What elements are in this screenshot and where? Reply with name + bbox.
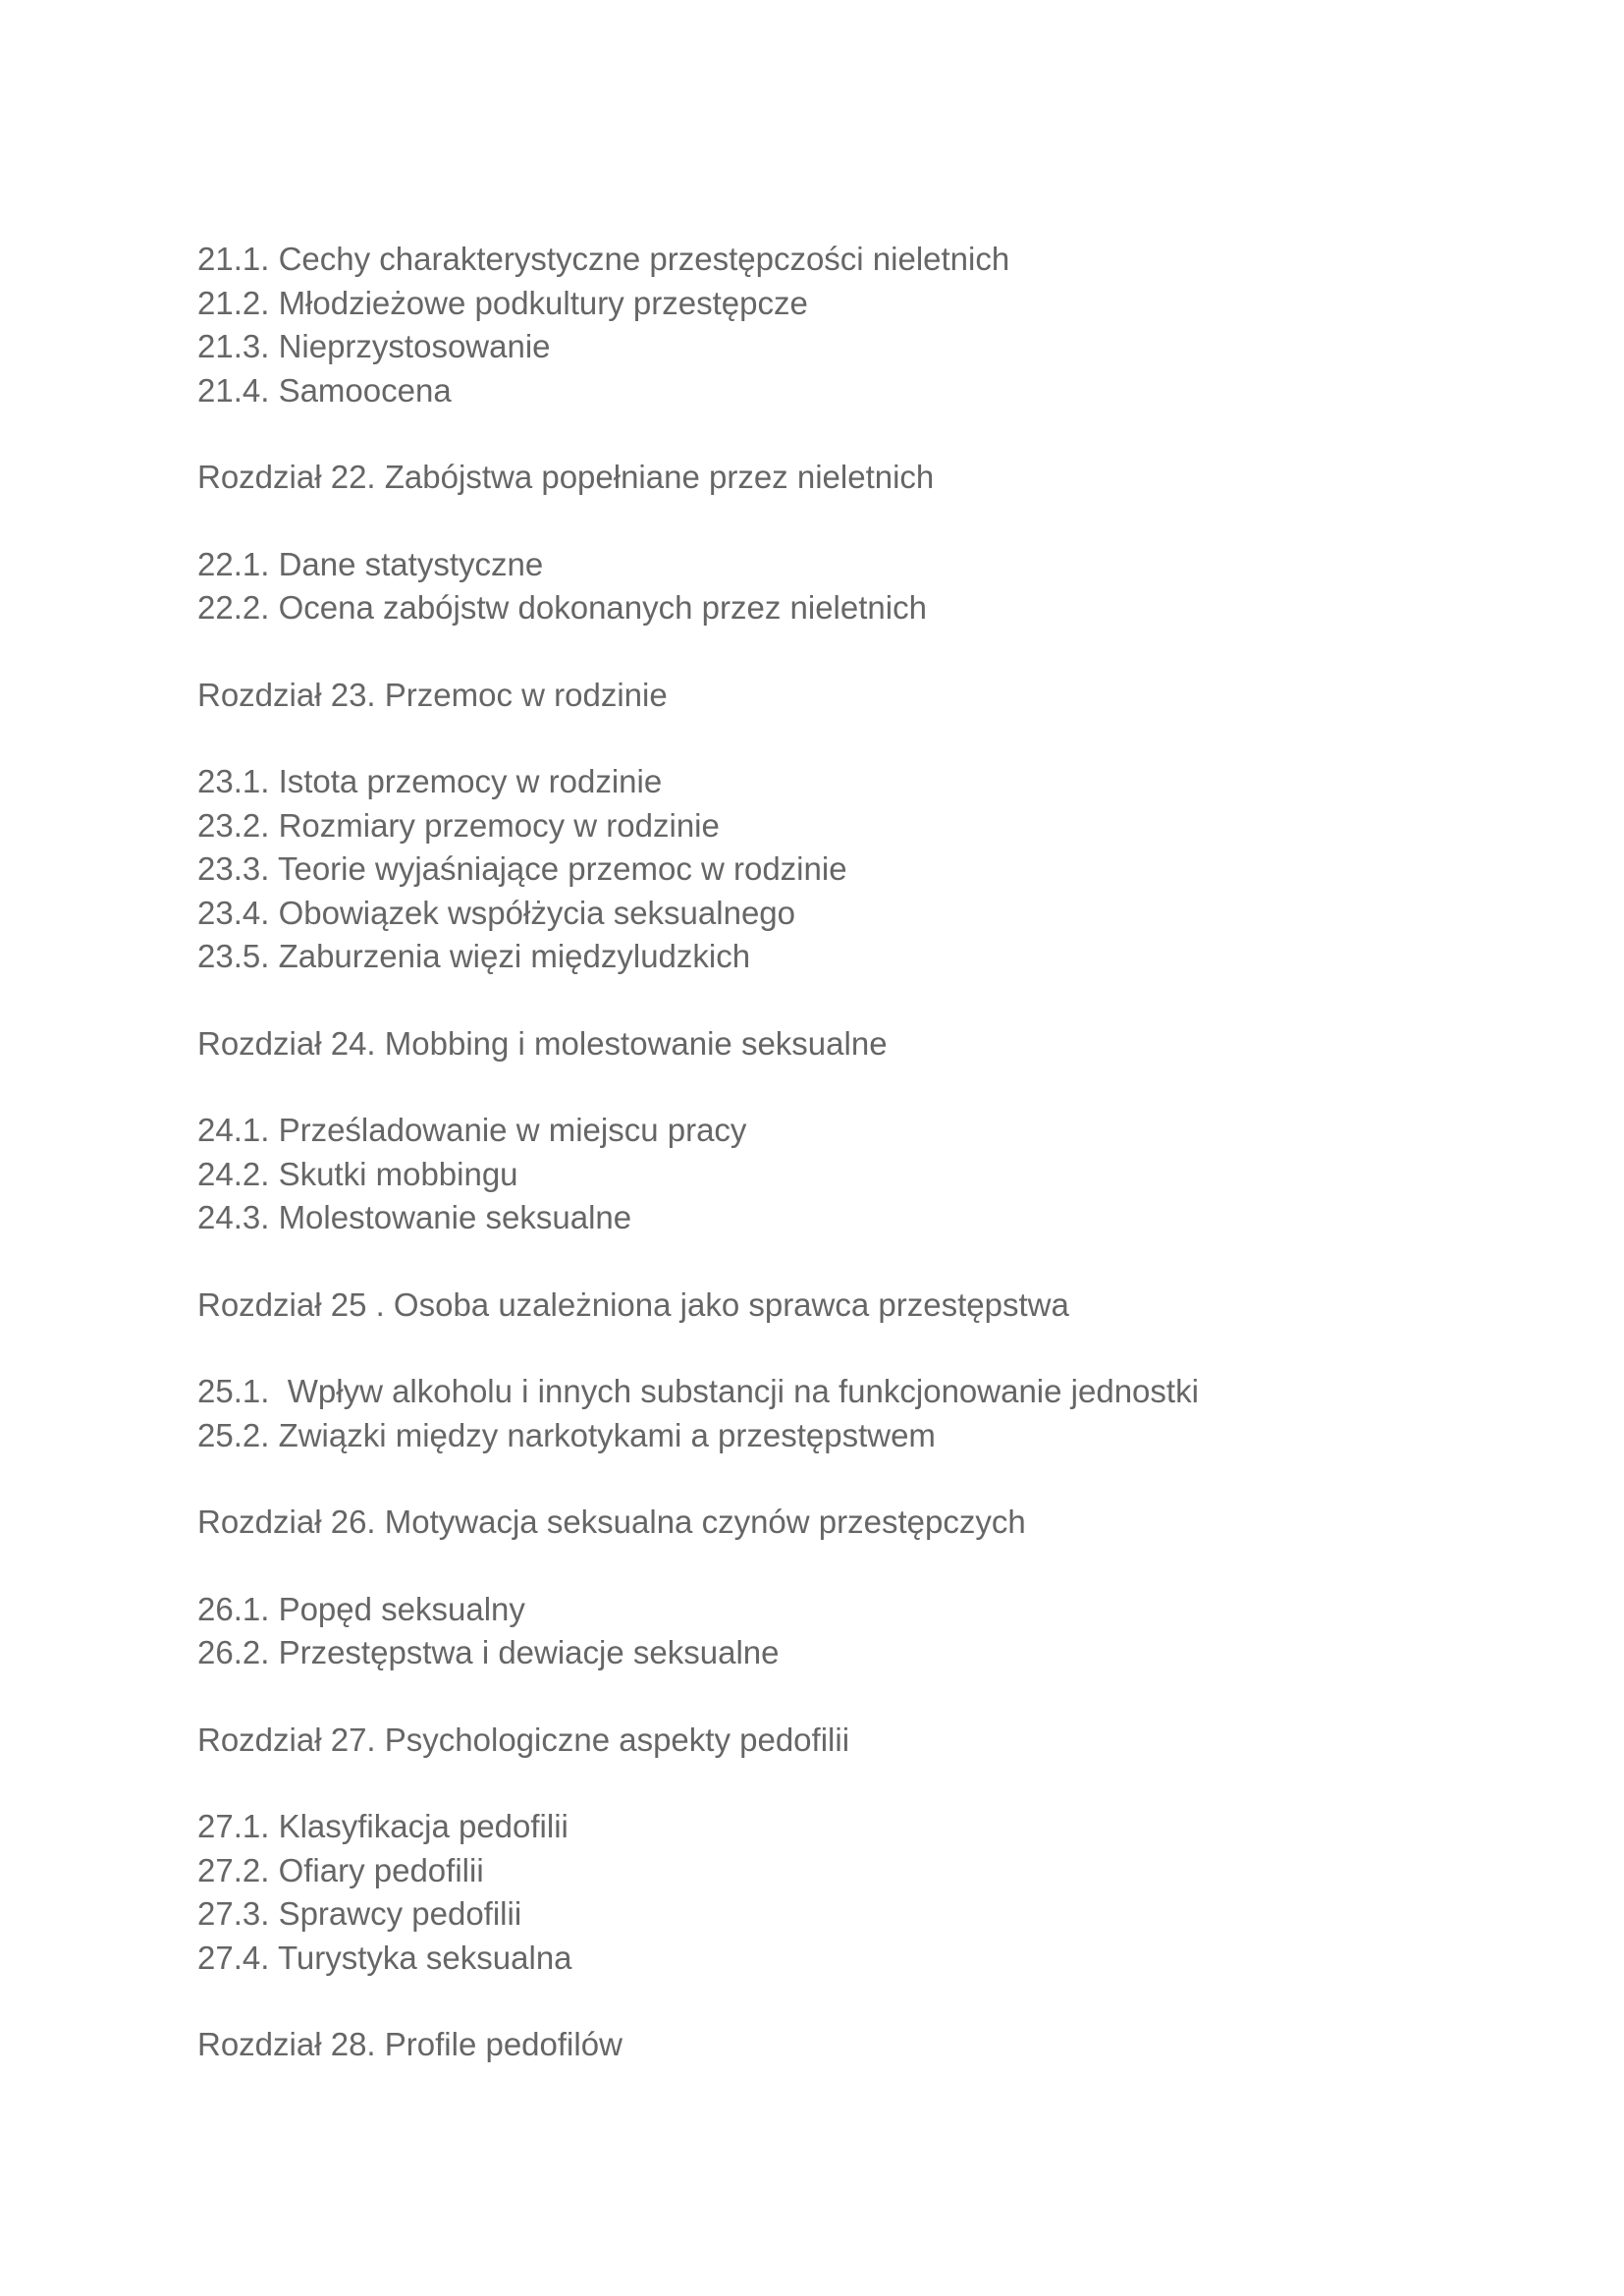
chapter-heading: Rozdział 26. Motywacja seksualna czynów przestępczych — [197, 1503, 1026, 1540]
toc-entry: 21.3. Nieprzystosowanie — [197, 328, 551, 364]
chapter-heading: Rozdział 22. Zabójstwa popełniane przez nieletnich — [197, 459, 935, 495]
toc-entry: 23.4. Obowiązek współżycia seksualnego — [197, 894, 796, 931]
chapter-heading: Rozdział 23. Przemoc w rodzinie — [197, 676, 668, 713]
toc-entry: 26.2. Przestępstwa i dewiacje seksualne — [197, 1634, 780, 1670]
blank-line — [197, 1675, 1474, 1719]
toc-entry: 27.3. Sprawcy pedofilii — [197, 1895, 522, 1932]
toc-entry: 23.3. Teorie wyjaśniające przemoc w rodzinie — [197, 850, 847, 887]
blank-line — [197, 1066, 1474, 1109]
blank-line — [197, 1457, 1474, 1501]
toc-entry: 27.2. Ofiary pedofilii — [197, 1851, 484, 1888]
toc-entry: 21.1. Cechy charakterystyczne przestępczości nieletnich — [197, 241, 1010, 277]
blank-line — [197, 630, 1474, 674]
toc-entry: 24.2. Skutki mobbingu — [197, 1155, 518, 1192]
toc-entry: 23.2. Rozmiary przemocy w rodzinie — [197, 806, 720, 844]
toc-entry: 24.1. Prześladowanie w miejscu pracy — [197, 1112, 747, 1148]
toc-entry: 21.4. Samoocena — [197, 371, 452, 409]
toc-entry: 25.1. Wpływ alkoholu i innych substancji na funkcjonowanie jednostki — [197, 1373, 1199, 1409]
toc-entry: 22.2. Ocena zabójstw dokonanych przez nieletnich — [197, 589, 927, 626]
chapter-heading: Rozdział 25 . Osoba uzależniona jako sprawca przestępstwa — [197, 1285, 1069, 1323]
blank-line — [197, 412, 1474, 456]
blank-line — [197, 1980, 1474, 2023]
chapter-heading: Rozdział 24. Mobbing i molestowanie seksualne — [197, 1024, 888, 1062]
blank-line — [197, 500, 1474, 543]
toc-entry: 27.4. Turystyka seksualna — [197, 1939, 572, 1976]
toc-entry: 27.1. Klasyfikacja pedofilii — [197, 1808, 568, 1844]
toc-entry: 22.1. Dane statystyczne — [197, 545, 544, 582]
toc-entry: 26.1. Popęd seksualny — [197, 1590, 525, 1627]
blank-line — [197, 979, 1474, 1022]
toc-entry: 21.2. Młodzieżowe podkultury przestępcze — [197, 284, 808, 321]
toc-entry: 23.5. Zaburzenia więzi międzyludzkich — [197, 938, 751, 974]
chapter-heading: Rozdział 27. Psychologiczne aspekty pedofilii — [197, 1721, 850, 1758]
blank-line — [197, 1327, 1474, 1370]
blank-line — [197, 1240, 1474, 1284]
blank-line — [197, 1545, 1474, 1588]
chapter-heading: Rozdział 28. Profile pedofilów — [197, 2026, 623, 2062]
blank-line — [197, 1762, 1474, 1805]
toc-entry: 24.3. Molestowanie seksualne — [197, 1199, 632, 1235]
toc-entry: 25.2. Związki między narkotykami a przestępstwem — [197, 1416, 936, 1453]
toc-entry: 23.1. Istota przemocy w rodzinie — [197, 763, 663, 799]
blank-line — [197, 717, 1474, 760]
table-of-contents — [197, 238, 1474, 2067]
